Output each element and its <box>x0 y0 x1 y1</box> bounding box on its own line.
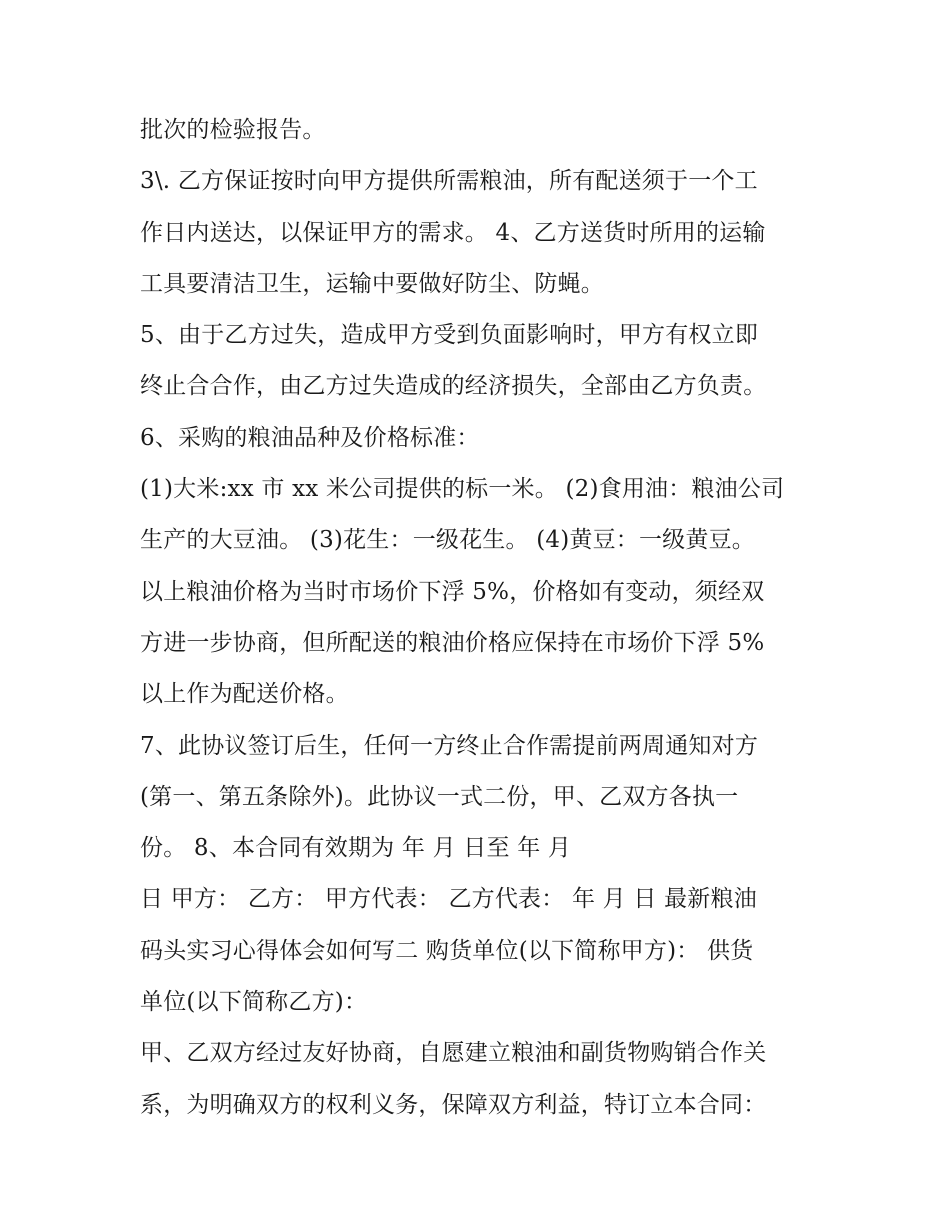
text-line: 6、采购的粮油品种及价格标准： <box>140 424 480 451</box>
text-line: (1)大米:xx 市 xx 米公司提供的标一米。 (2)食用油：粮油公司 <box>140 476 785 503</box>
text-line: 3\. 乙方保证按时向甲方提供所需粮油，所有配送须于一个工 <box>140 168 758 195</box>
text-line: 方进一步协商，但所配送的粮油价格应保持在市场价下浮 5% <box>140 629 765 656</box>
text-line: 工具要清洁卫生，运输中要做好防尘、防蝇。 <box>140 270 604 297</box>
text-line: 作日内送达，以保证甲方的需求。 4、乙方送货时所用的运输 <box>140 219 766 246</box>
text-line: 生产的大豆油。 (3)花生：一级花生。 (4)黄豆：一级黄豆。 <box>140 527 755 554</box>
text-line: 以上作为配送价格。 <box>140 681 349 708</box>
text-line: 以上粮油价格为当时市场价下浮 5%，价格如有变动，须经双 <box>140 578 765 605</box>
text-line: 系，为明确双方的权利义务，保障双方利益，特订立本合同： <box>140 1091 767 1118</box>
text-line: (第一、第五条除外)。此协议一式二份，甲、乙双方各执一 <box>140 783 739 810</box>
text-line: 甲、乙双方经过友好协商，自愿建立粮油和副货物购销合作关 <box>140 1040 767 1067</box>
document-body <box>140 105 830 1131</box>
text-line: 终止合合作，由乙方过失造成的经济损失，全部由乙方负责。 <box>140 373 767 400</box>
text-line: 份。 8、本合同有效期为 年 月 日至 年 月 <box>140 835 572 862</box>
text-line: 单位(以下简称乙方)： <box>140 989 368 1016</box>
text-line: 批次的检验报告。 <box>140 117 326 143</box>
text-line: 日 甲方： 乙方： 甲方代表： 乙方代表： 年 月 日 最新粮油 <box>140 886 757 913</box>
text-line: 5、由于乙方过失，造成甲方受到负面影响时，甲方有权立即 <box>140 322 759 349</box>
text-line: 码头实习心得体会如何写二 购货单位(以下简称甲方)： 供货 <box>140 937 754 964</box>
text-line: 7、此协议签订后生，任何一方终止合作需提前两周通知对方 <box>140 732 759 759</box>
